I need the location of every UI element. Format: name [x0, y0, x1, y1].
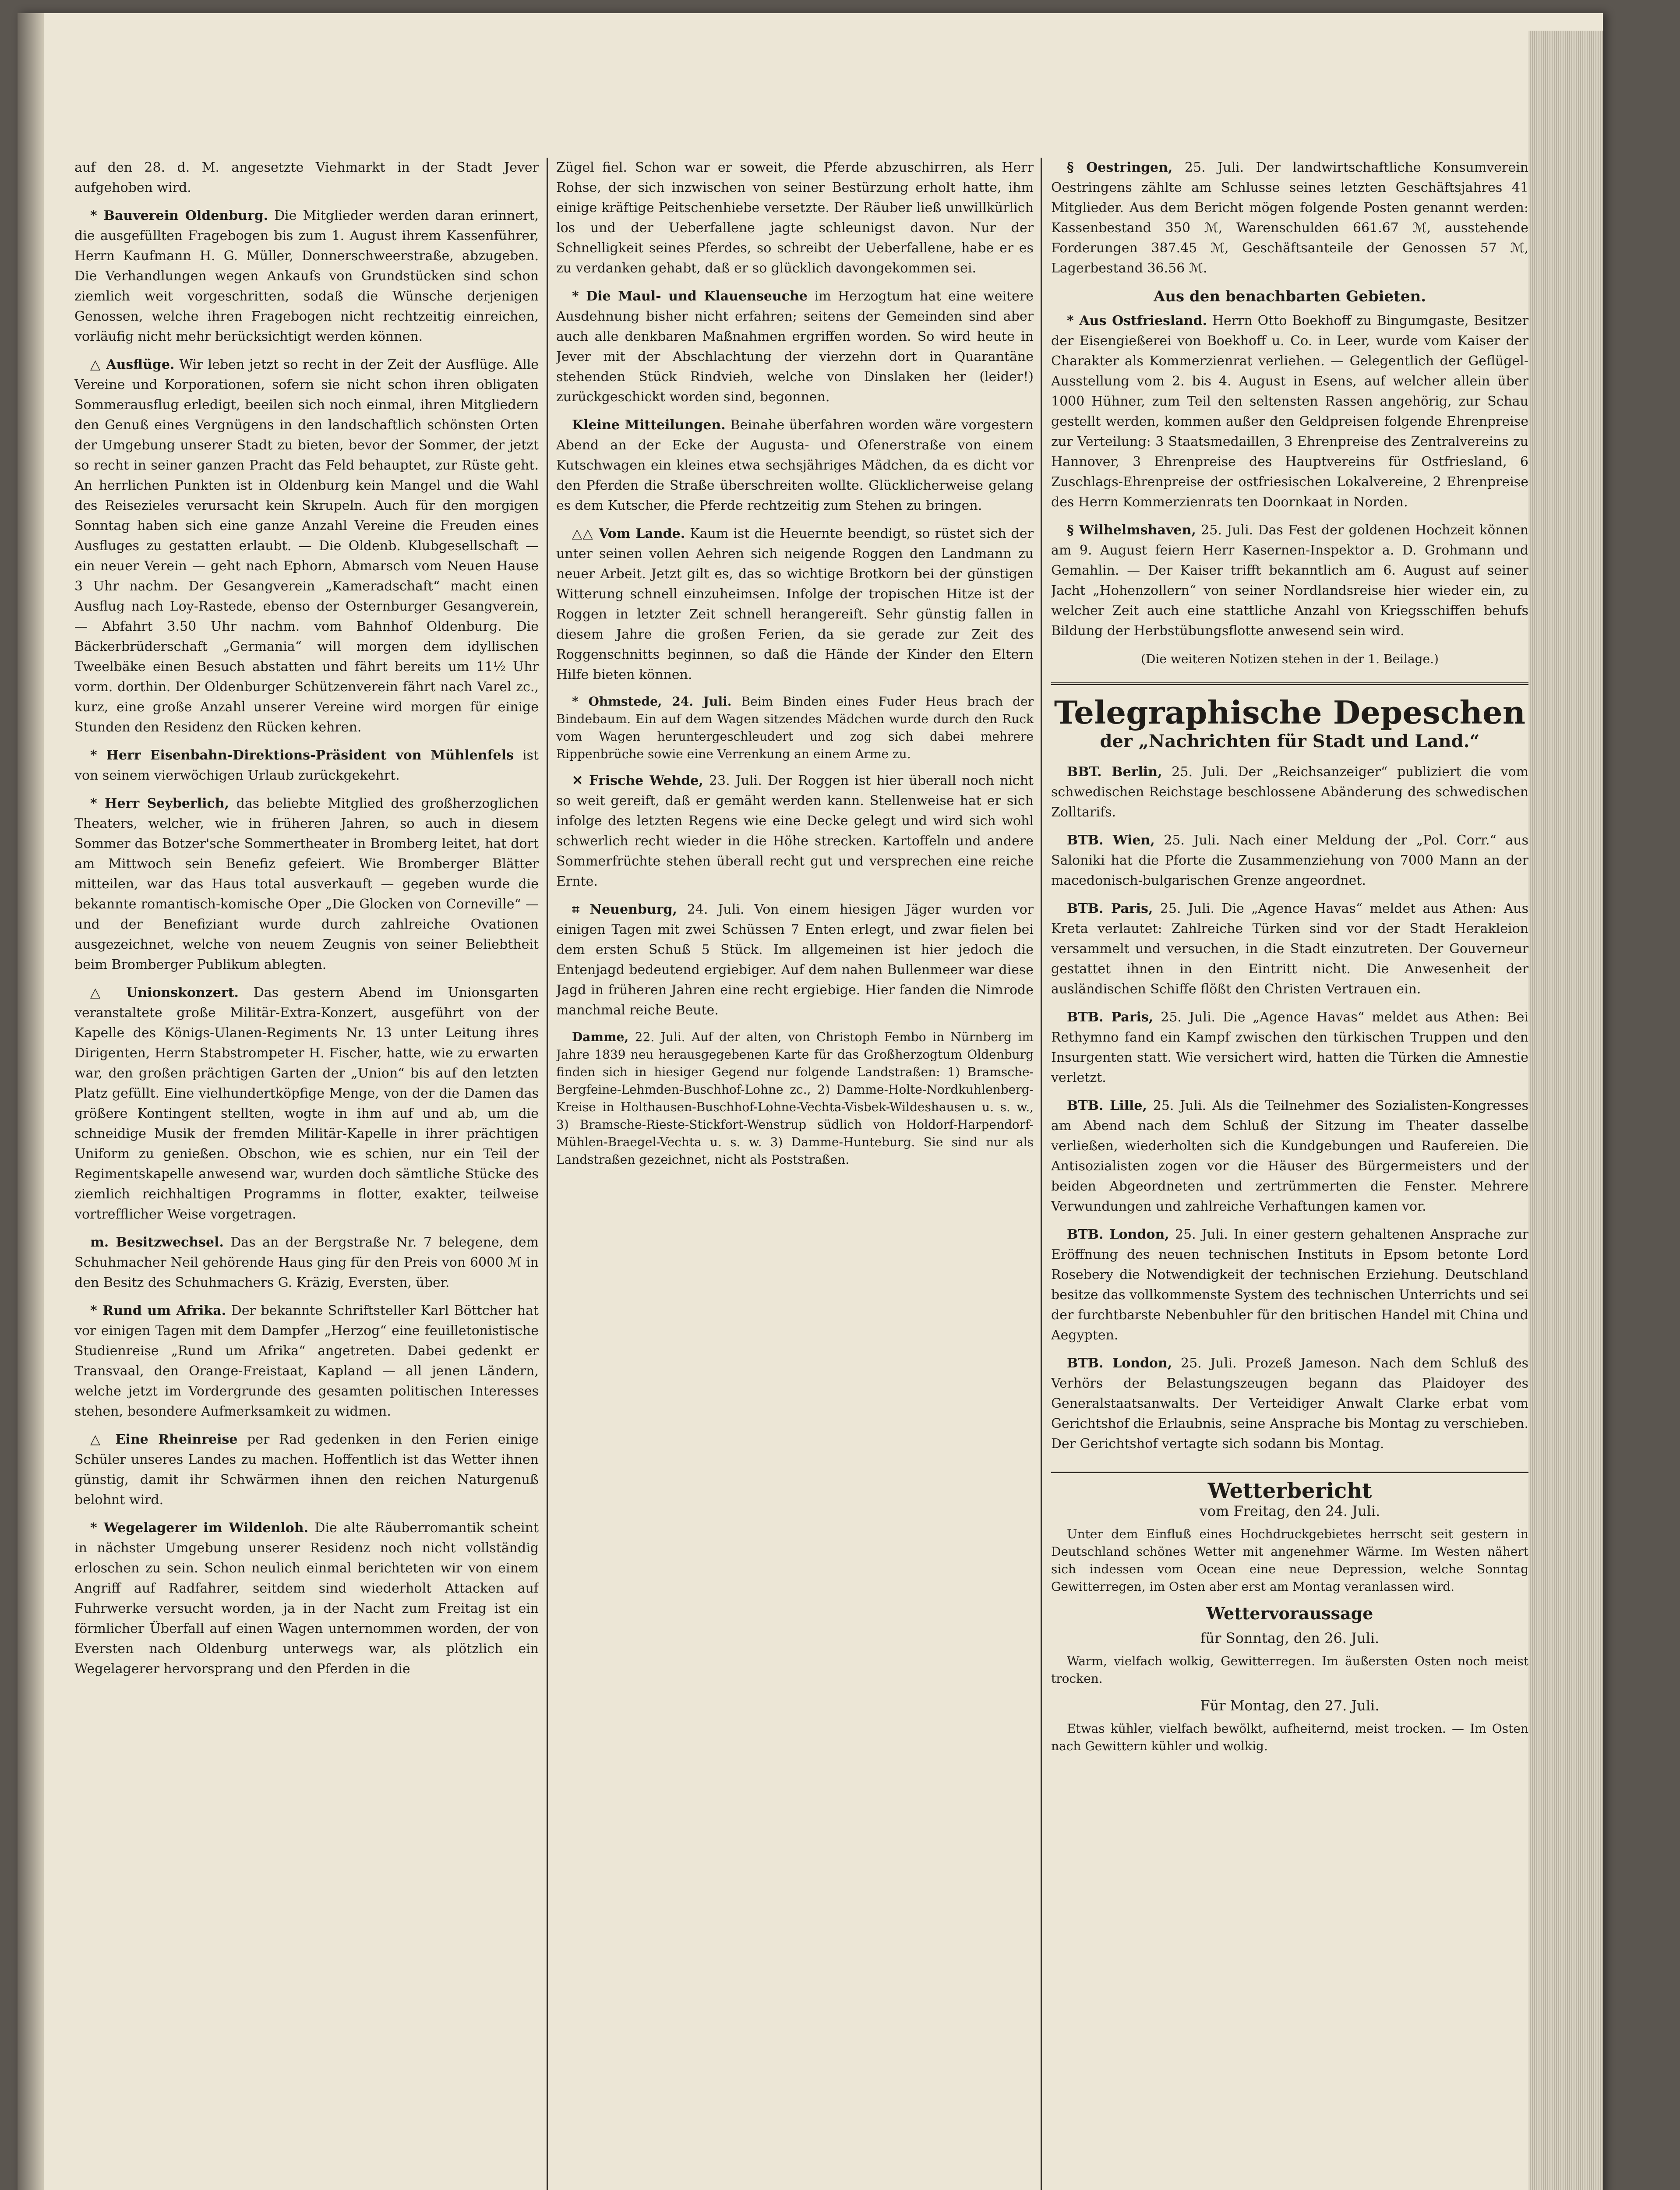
article — [74, 983, 539, 1225]
article — [74, 745, 539, 786]
article — [556, 900, 1034, 1021]
telegram — [1051, 830, 1528, 891]
article-body: das beliebte Mitglied des großherzoglichen Theaters, welcher, wie in früheren Jahren, so auch in diesem Sommer das Botzer'sche Sommertheater in Bromberg leitet, hat dort am Mittwoch sein Benefiz gefeiert. Wie Bromberger Blätter mitteilen, war das Haus total ausverkauft — gegeben wurde die bekannte romantisch-komische Oper „Die Glocken von Corneville“ — und der Benefiziant wurde durch zahlreiche Ovationen ausgezeichnet, welche von neuem Zeugnis von seiner Beliebtheit beim Bromberger Publikum ablegten. — [74, 796, 539, 972]
forecast-date: für Sonntag, den 26. Juli. — [1200, 1630, 1380, 1646]
article-body: per Rad gedenken in den Ferien einige Schüler unseres Landes zu machen. Hoffentlich ist das Wetter ihnen günstig, damit ihr Schwärmen ihnen den reichen Naturgenuß belohnt wird. — [74, 1432, 539, 1508]
article-heading: ⌗ Neuenburg, — [572, 902, 677, 917]
article-body: Wir leben jetzt so recht in der Zeit der Ausflüge. Alle Vereine und Korporationen, sofern sie nicht schon ihren obligaten Sommerausflug erledigt, beeilen sich noch einmal, ihren Mitgliedern den Genuß eines Vergnügens in den landschaftlich schönsten Orten der Umgebung unserer Stadt zu bieten, bevor der Sommer, der jetzt so recht in seiner ganzen Pracht das Feld behauptet, zur Rüste geht. An herrlichen Punkten ist in Oldenburg kein Mangel und die Wahl des Reisezieles verursacht kein Skrupeln. Auch für den morgigen Sonntag haben sich eine ganze Anzahl Vereine die Freuden eines Ausfluges zu gestatten erlaubt. — Die Oldenb. Klubgesellschaft — ein neuer Verein — geht nach Ephorn, Abmarsch vom Neuen Hause 3 Uhr nachm. Der Gesangverein „Kameradschaft“ macht einen Ausflug nach Loy-Rastede, ebenso der Osternburger Gesangverein, — Abfahrt 3.50 Uhr nachm. vom Bahnhof Oldenburg. Die Bäckerbrüderschaft „Germania“ will morgen dem idyllischen Tweelbäke einen Besuch abstatten und fährt bereits um 11½ Uhr vorm. dorthin. Der Oldenburger Schützenverein fährt nach Varel zc., kurz, eine große Anzahl unserer Vereine wird morgen für einige Stunden den Residenz den Rücken kehren. — [74, 357, 539, 735]
article-text: auf den 28. d. M. angesetzte Viehmarkt in der Stadt Jever aufgehoben wird. — [74, 160, 539, 195]
column-rule — [547, 158, 548, 2190]
telegram-heading: BTB. Lille, — [1067, 1098, 1147, 1113]
article-heading: △ Ausflüge. — [90, 357, 175, 372]
stacked-page-edges — [1528, 31, 1603, 2190]
article — [74, 206, 539, 347]
article-body: Der bekannte Schriftsteller Karl Böttcher hat vor einigen Tagen mit dem Dampfer „Herzog“ eine feuilletonistische Studienreise „Rund um Afrika“ angetreten. Dabei gedenkt er Transvaal, den Orange-Freistaat, Kapland — all jenen Ländern, welche jetzt im Vordergrunde des gesamten politischen Interesses stehen, besondere Aufmerksamkeit zu widmen. — [74, 1303, 539, 1419]
article — [74, 1301, 539, 1422]
article-body: Beim Binden eines Fuder Heus brach der Bindebaum. Ein auf dem Wagen sitzendes Mädchen wurde durch den Ruck vom Wagen heruntergeschleudert und zog sich dabei mehrere Rippenbrüche sowie eine Verrenkung an einem Arme zu. — [556, 694, 1034, 761]
column-1 — [74, 158, 539, 2190]
article-body: Kaum ist die Heuernte beendigt, so rüstet sich der unter seinen vollen Aehren sich neigende Roggen den Landmann zu neuer Arbeit. Jetzt gilt es, das so wichtige Brotkorn bei der günstigen Witterung schnell einzuheimsen. Infolge der tropischen Hitze ist der Roggen in letzter Zeit schnell herangereift. Sehr günstig fallen in diesem Jahre die großen Ferien, da sie gerade zur Zeit des Roggenschnitts beginnen, so daß die Hände der Kinder den Eltern Hilfe bieten können. — [556, 526, 1034, 682]
forecast-title: Wettervoraussage — [1206, 1604, 1373, 1623]
article — [74, 794, 539, 975]
article — [74, 355, 539, 738]
article-heading: * Rund um Afrika. — [90, 1303, 226, 1318]
telegram-heading: BTB. Paris, — [1067, 901, 1153, 916]
article — [556, 771, 1034, 892]
forecast-text: Warm, vielfach wolkig, Gewitterregen. Im äußersten Osten noch meist trocken. — [1051, 1654, 1528, 1686]
telegram-body: 25. Juli. In einer gestern gehaltenen Ansprache zur Eröffnung des neuen technischen Instituts in Epsom betonte Lord Rosebery die Notwendigkeit der technischen Erziehung. Deutschland besitze das vollkommenste System des technischen Unterrichts und sei der furchtbarste Nebenbuhler für den britischen Handel mit China und Aegypten. — [1051, 1227, 1528, 1343]
article-heading: § Wilhelmshaven, — [1067, 523, 1196, 538]
article-body: 22. Juli. Auf der alten, von Christoph Fembo in Nürnberg im Jahre 1839 neu herausgegebenen Karte für das Großherzogtum Oldenburg finden sich in hiesiger Gegend nur folgende Landstraßen: 1) Bramsche-Bergfeine-Lehmden-Buschhof-Lohne zc., 2) Damme-Holte-Nordkuhlenberg-Kreise in Holthausen-Buschhof-Lohne-Vechta-Visbek-Wildeshausen u. s. w., 3) Bramsche-Rieste-Stickfort-Wenstrup südlich von Holdorf-Harpendorf-Mühlen-Braegel-Vechta u. s. w. 3) Damme-Hunteburg. Sie sind nur als Landstraßen gezeichnet, nicht als Poststraßen. — [556, 1030, 1034, 1167]
telegram-title: Telegraphische Depeschen — [1054, 694, 1526, 731]
article — [74, 1233, 539, 1293]
article-heading: Damme, — [572, 1030, 629, 1044]
article-body: Das gestern Abend im Unionsgarten veranstaltete große Militär-Extra-Konzert, ausgeführt von der Kapelle des Königs-Ulanen-Regiments Nr. 13 unter Leitung ihres Dirigenten, Herrn Stabstrompeter H. Fischer, hatte, wie zu erwarten war, den großen prächtigen Garten der „Union“ bis auf den letzten Platz gefüllt. Eine vielhundertköpfige Menge, von der die Damen das größere Kontingent stellten, wogte in ihm auf und ab, um die schneidige Musik der fremden Militär-Kapelle in ihrer prächtigen Uniform zu genießen. Obschon, wie es schien, nur ein Teil der Regimentskapelle anwesend war, wurden doch sämtliche Stücke des ziemlich reichhaltigen Programms in flotter, exakter, teilweise vortrefflicher Weise vorgetragen. — [74, 985, 539, 1222]
telegram-subtitle: der „Nachrichten für Stadt und Land.“ — [1100, 731, 1480, 752]
telegram-heading: BTB. London, — [1067, 1227, 1169, 1242]
telegram — [1051, 1007, 1528, 1088]
book-binding — [18, 13, 44, 2190]
article-heading: △△ Vom Lande. — [572, 526, 685, 541]
article — [556, 524, 1034, 685]
telegram-body: 25. Juli. Der „Reichsanzeiger“ publiziert die vom schwedischen Reichstage beschlossene Abänderung des schwedischen Zolltarifs. — [1051, 764, 1528, 820]
article — [1051, 520, 1528, 641]
article-body: im Herzogtum hat eine weitere Ausdehnung bisher nicht erfahren; seitens der Gemeinden sind aber auch alle denkbaren Maßnahmen ergriffen worden. So wird heute in Jever mit der Abschlachtung der vierzehn dort in Quarantäne stehenden Stück Rindvieh, welche von Dinslaken her (leider!) zurückgeschickt worden sind, begonnen. — [556, 289, 1034, 405]
article-body: Das an der Bergstraße Nr. 7 belegene, dem Schuhmacher Neil gehörende Haus ging für den Preis von 6000 ℳ in den Besitz des Schuhmachers G. Kräzig, Eversten, über. — [74, 1235, 539, 1290]
column-2 — [556, 158, 1034, 2190]
newspaper-page — [18, 13, 1603, 2190]
weather-date: vom Freitag, den 24. Juli. — [1199, 1503, 1380, 1519]
article-heading: * Herr Eisenbahn-Direktions-Präsident von Mühlenfels — [90, 748, 514, 763]
article-body: Die Mitglieder werden daran erinnert, die ausgefüllten Fragebogen bis zum 1. August ihrem Kassenführer, Herrn Kaufmann H. G. Müller, Donnerschweerstraße, abzugeben. Die Verhandlungen wegen Ankaufs von Grundstücken sind schon ziemlich weit vorgeschritten, sodaß die Wünsche derjenigen Genossen, welche ihren Fragebogen nicht rechtzeitig einreichen, vorläufig nicht mehr berücksichtigt werden können. — [74, 208, 539, 344]
article-body: 24. Juli. Von einem hiesigen Jäger wurden vor einigen Tagen mit zwei Schüssen 7 Enten erlegt, und zwar fielen bei dem ersten Schuß 5 Stück. Im allgemeinen ist hier jedoch die Entenjagd bedeutend ergiebiger. Auf dem nahen Bullenmeer war diese Jagd in früheren Jahren eine recht ergiebige. Hier fanden die Nimrode manchmal reiche Beute. — [556, 902, 1034, 1018]
article — [1051, 158, 1528, 279]
article-heading: * Herr Seyberlich, — [90, 796, 229, 811]
article — [74, 1518, 539, 1679]
telegram-heading: BTB. Wien, — [1067, 833, 1155, 848]
article-heading: Kleine Mitteilungen. — [572, 417, 726, 433]
article — [556, 1028, 1034, 1169]
article-body: Die alte Räuberromantik scheint in nächster Umgebung unserer Residenz noch nicht vollständig erloschen zu sein. Schon neulich einmal berichteten wir von einem Angriff auf Radfahrer, seitdem sind wiederholt Attacken auf Fuhrwerke versucht worden, ja in der Nacht zum Freitag ist ein förmlicher Überfall auf einen Wagen unternommen worden, der von Eversten nach Oldenburg unterwegs war, als plötzlich ein Wegelagerer hervorsprang und den Pferden in die — [74, 1520, 539, 1677]
column-3 — [1051, 158, 1528, 2190]
telegram-body: 25. Juli. Als die Teilnehmer des Sozialisten-Kongresses am Abend nach dem Schluß der Sitzung im Theater dasselbe verließen, wiederholten sich die Kundgebungen und Raufereien. Die Antisozialisten zogen vor die Häuser des Bürgermeisters und der beiden Abgeordneten und zertrümmerten die Fenster. Mehrere Verwundungen und zahlreiche Verhaftungen kamen vor. — [1051, 1098, 1528, 1214]
continuation-note: (Die weiteren Notizen stehen in der 1. Beilage.) — [1141, 652, 1439, 666]
article-body: Beinahe überfahren worden wäre vorgestern Abend an der Ecke der Augusta- und Ofenerstraße von einem Kutschwagen ein kleines etwa sechsjähriges Mädchen, da es dicht vor den Pferden die Straße überschreiten wollte. Glücklicherweise gelang es dem Kutscher, die Pferde rechtzeitig zum Stehen zu bringen. — [556, 417, 1034, 513]
article-body: 25. Juli. Das Fest der goldenen Hochzeit können am 9. August feiern Herr Kasernen-Inspektor a. D. Grohmann und Gemahlin. — Der Kaiser trifft bekanntlich am 6. August auf seiner Jacht „Hohenzollern“ von seiner Nordlandsreise hier wieder ein, zu welcher Zeit auch eine stattliche Anzahl von Kriegsschiffen behufs Bildung der Herbstübungsflotte anwesend sein wird. — [1051, 523, 1528, 639]
article-body: ist von seinem vierwöchigen Urlaub zurückgekehrt. — [74, 748, 539, 783]
telegram-body: 25. Juli. Die „Agence Havas“ meldet aus Athen: Bei Rethymno fand ein Kampf zwischen den türkischen Truppen und den Insurgenten statt. Wie versichert wird, hatten die Türken die Amnestie verletzt. — [1051, 1010, 1528, 1085]
forecast-date: Für Montag, den 27. Juli. — [1200, 1697, 1380, 1714]
article — [1051, 311, 1528, 512]
article-heading: * Bauverein Oldenburg. — [90, 208, 268, 223]
article — [556, 693, 1034, 763]
telegram-body: 25. Juli. Nach einer Meldung der „Pol. Corr.“ aus Saloniki hat die Pforte die Zusammenziehung von 7000 Mann an der macedonisch-bulgarischen Grenze angeordnet. — [1051, 833, 1528, 888]
article-heading: △ Eine Rheinreise — [90, 1432, 238, 1447]
article-body: 23. Juli. Der Roggen ist hier überall noch nicht so weit gereift, daß er gemäht werden kann. Stellenweise hat er sich infolge des letzten Regens wie eine Decke gelegt und wird sich wohl schwerlich recht wieder in die Höhe strecken. Kartoffeln und andere Sommerfrüchte stehen überall recht gut und versprechen eine reiche Ernte. — [556, 773, 1034, 889]
telegram-heading: BTB. Paris, — [1067, 1010, 1154, 1025]
article — [556, 286, 1034, 407]
telegram-section — [1051, 682, 1528, 1454]
telegram-body: 25. Juli. Die „Agence Havas“ meldet aus Athen: Aus Kreta verlautet: Zahlreiche Türken sind vor der Stadt Herakleion versammelt und versuchen, in die Stadt einzutreten. Der Gouverneur gestattet ihnen in den Eintritt nicht. Die Anwesenheit der ausländischen Schiffe flößt den Christen Vertrauen ein. — [1051, 901, 1528, 997]
section-heading: Aus den benachbarten Gebieten. — [1153, 288, 1426, 305]
article — [556, 415, 1034, 516]
weather-section — [1051, 1472, 1528, 1755]
telegram-heading: BBT. Berlin, — [1067, 764, 1162, 780]
article-heading: * Wegelagerer im Wildenloh. — [90, 1520, 309, 1536]
telegram — [1051, 1096, 1528, 1217]
article-heading: △ Unionskonzert. — [90, 985, 239, 1000]
article — [74, 1430, 539, 1510]
telegram — [1051, 1353, 1528, 1454]
telegram-body: 25. Juli. Prozeß Jameson. Nach dem Schluß des Verhörs der Belastungszeugen begann das Plaidoyer des Generalstaatsanwalts. Der Verteidiger Anwalt Clarke erbat vom Gerichtshof die Erlaubnis, seine Ansprache bis Montag zu verschieben. Der Gerichtshof vertagte sich sodann bis Montag. — [1051, 1356, 1528, 1452]
article-heading: * Ohmstede, 24. Juli. — [572, 694, 732, 709]
article-heading: m. Besitzwechsel. — [90, 1235, 224, 1250]
telegram — [1051, 899, 1528, 1000]
column-rule — [1041, 158, 1042, 2190]
article-text: Zügel fiel. Schon war er soweit, die Pferde abzuschirren, als Herr Rohse, der sich inzwischen von seiner Bestürzung erholt hatte, ihm einige kräftige Peitschenhiebe versetzte. Der Räuber ließ unwillkürlich los und der Ueberfallene jagte schleunigst davon. Nur der Schnelligkeit seines Pferdes, so schreibt der Ueberfallene, habe er es zu verdanken gehabt, daß er so glücklich davongekommen sei. — [556, 160, 1034, 276]
article-heading: * Aus Ostfriesland. — [1067, 313, 1207, 328]
article-body: Herrn Otto Boekhoff zu Bingumgaste, Besitzer der Eisengießerei von Boekhoff u. Co. in Leer, wurde vom Kaiser der Charakter als Kommerzienrat verliehen. — Gelegentlich der Geflügel-Ausstellung vom 2. bis 4. August in Esens, auf welcher allein über 1000 Hühner, zum Teil den seltensten Rassen angehörig, zur Schau gestellt werden, kommen außer den Geldpreisen folgende Ehrenpreise zur Verteilung: 3 Staatsmedaillen, 3 Ehrenpreise des Zentralvereins zu Hannover, 3 Ehrenpreise des Hauptvereins für Ostfriesland, 6 Zuschlags-Ehrenpreise der ostfriesischen Lokalvereine, 2 Ehrenpreise des Herrn Kommerzienrats ten Doornkaat in Norden. — [1051, 313, 1528, 510]
article-body: 25. Juli. Der landwirtschaftliche Konsumverein Oestringens zählte am Schlusse seines letzten Geschäftsjahres 41 Mitglieder. Aus dem Bericht mögen folgende Posten genannt werden: Kassenbestand 350 ℳ, Warenschulden 661.67 ℳ, ausstehende Forderungen 387.45 ℳ, Geschäftsanteile der Genossen 57 ℳ, Lagerbestand 36.56 ℳ. — [1051, 160, 1528, 276]
article-heading: § Oestringen, — [1067, 160, 1173, 175]
telegram — [1051, 762, 1528, 823]
forecast-text: Etwas kühler, vielfach bewölkt, aufheiternd, meist trocken. — Im Osten nach Gewittern kühler und wolkig. — [1051, 1721, 1528, 1753]
telegram — [1051, 1225, 1528, 1346]
weather-text: Unter dem Einfluß eines Hochdruckgebietes herrscht seit gestern in Deutschland schönes Wetter mit angenehmer Wärme. Im Westen nähert sich indessen vom Ocean eine neue Depression, welche Sonntag Gewitterregen, im Osten aber erst am Montag veranlassen wird. — [1051, 1527, 1528, 1594]
article-heading: * Die Maul- und Klauenseuche — [572, 289, 808, 304]
weather-title: Wetterbericht — [1051, 1472, 1528, 1501]
telegram-heading: BTB. London, — [1067, 1356, 1172, 1371]
article-heading: ✕ Frische Wehde, — [572, 773, 703, 788]
